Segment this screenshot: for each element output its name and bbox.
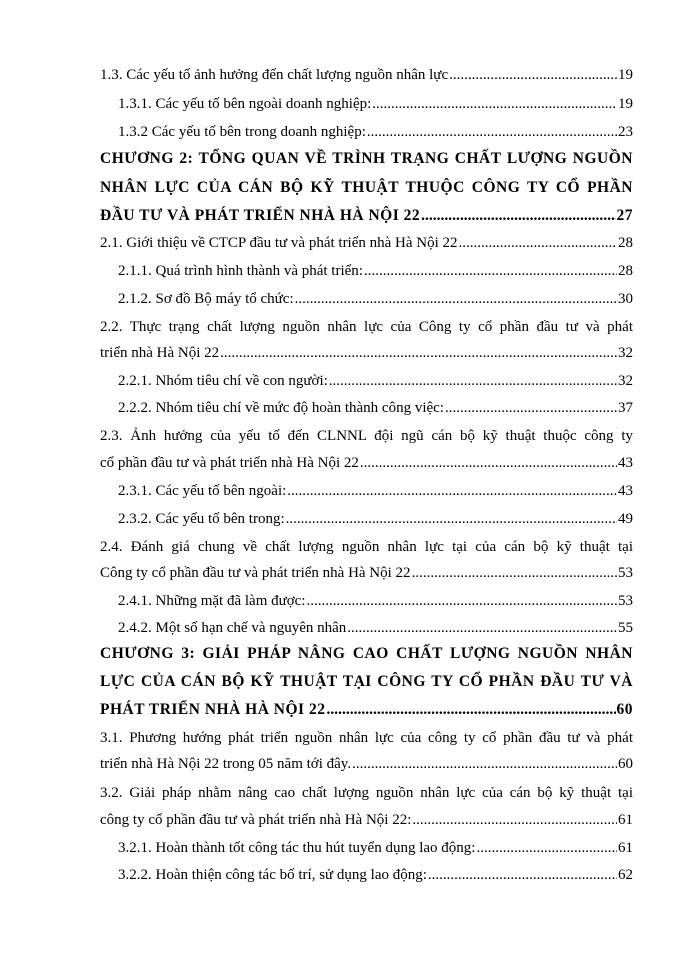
toc-entry-title: 2.2.2. Nhóm tiêu chí về mức độ hoàn thành công việc: [118,400,444,416]
leader-dots [367,122,617,142]
leader-dots [449,65,617,85]
toc-entry-3-1-line-2[interactable] [100,754,633,774]
leader-dots [360,453,617,473]
leader-dots [347,618,617,638]
chapter-title-line: LỰC CỦA CÁN BỘ KỸ THUẬT TẠI CÔNG TY CỔ PHẦN ĐẦU TƯ VÀ [100,673,633,690]
toc-entry-title-line: 2.2. Thực trạng chất lượng nguồn nhân lực của Công ty cổ phần đầu tư và phát [100,319,633,335]
chapter-title-line: NHÂN LỰC CỦA CÁN BỘ KỸ THUẬT THUỘC CÔNG TY CỔ PHẦN [100,179,633,196]
toc-entry-3-1[interactable] [100,728,633,748]
leader-dots [372,94,617,114]
toc-entry-title: 2.4.1. Những mặt đã làm được: [118,593,306,609]
leader-dots [428,865,617,885]
leader-dots [329,371,617,391]
toc-entry-title: 2.3.1. Các yếu tố bên ngoài: [118,483,287,499]
toc-entry-2-2-1[interactable] [118,371,633,391]
toc-entry-title: 2.1.2. Sơ đồ Bộ máy tổ chức: [118,291,294,307]
toc-page-number: 49 [618,511,633,527]
toc-chapter-3[interactable] [100,644,633,664]
toc-chapter-2[interactable] [100,149,633,169]
toc-entry-1-3-2[interactable] [118,122,633,142]
leader-dots [220,343,617,363]
leader-dots [307,591,618,611]
leader-dots [295,289,617,309]
toc-entry-1-3[interactable] [100,65,633,85]
toc-entry-title-line: 3.1. Phương hướng phát triển nguồn nhân lực của công ty cổ phần đầu tư và phát [100,730,633,746]
toc-entry-2-2[interactable] [100,317,633,337]
leader-dots [326,700,615,720]
chapter-title-line: ĐẦU TƯ VÀ PHÁT TRIỂN NHÀ HÀ NỘI 22 [100,207,421,224]
toc-entry-title-line: 2.3. Ảnh hưởng của yếu tố đến CLNNL đội ngũ cán bộ kỹ thuật thuộc công ty [100,428,633,444]
toc-entry-title: 2.2.1. Nhóm tiêu chí về con người: [118,373,328,389]
toc-entry-2-1-2[interactable] [118,289,633,309]
toc-page-number: 53 [618,565,633,581]
toc-entry-title: 2.4.2. Một số hạn chế và nguyên nhân [118,620,347,636]
toc-entry-title: 3.2.2. Hoàn thiện công tác bố trí, sử dụng lao động: [118,867,427,883]
leader-dots [412,810,617,830]
toc-page-number: 19 [618,67,633,83]
toc-page-number: 23 [618,124,633,140]
toc-chapter-3-line-2[interactable] [100,672,633,692]
toc-entry-2-4-line-2[interactable] [100,563,633,583]
toc-entry-title-line: 3.2. Giải pháp nhằm nâng cao chất lượng nguồn nhân lực của cán bộ kỹ thuật tại [100,785,633,801]
toc-entry-title: 3.2.1. Hoàn thành tốt công tác thu hút tuyển dụng lao động: [118,840,476,856]
toc-entry-title-line: triển nhà Hà Nội 22 [100,345,220,361]
toc-page-number: 28 [618,235,633,251]
toc-page-number: 60 [618,756,633,772]
toc-page-number: 28 [618,263,633,279]
chapter-title-line: CHƯƠNG 3: GIẢI PHÁP NÂNG CAO CHẤT LƯỢNG NGUỒN NHÂN [100,645,633,662]
toc-entry-3-2[interactable] [100,783,633,803]
toc-entry-title-line: cổ phần đầu tư và phát triển nhà Hà Nội 22 [100,455,359,471]
toc-entry-title: 2.1. Giới thiệu về CTCP đầu tư và phát triển nhà Hà Nội 22 [100,235,458,251]
toc-entry-title: 1.3.2 Các yếu tố bên trong doanh nghiệp: [118,124,366,140]
toc-entry-1-3-1[interactable] [118,94,633,114]
toc-entry-2-4-2[interactable] [118,618,633,638]
toc-entry-title: 2.3.2. Các yếu tố bên trong: [118,511,285,527]
toc-page-number: 32 [618,345,633,361]
toc-page-number: 55 [618,620,633,636]
toc-entry-2-3-line-2[interactable] [100,453,633,473]
toc-entry-2-4-1[interactable] [118,591,633,611]
toc-entry-title-line: Công ty cổ phần đầu tư và phát triển nhà Hà Nội 22 [100,565,411,581]
toc-page-number: 37 [618,400,633,416]
toc-entry-2-2-2[interactable] [118,398,633,418]
leader-dots [287,481,617,501]
toc-entry-title: 1.3. Các yếu tố ảnh hưởng đến chất lượng nguồn nhân lực [100,67,449,83]
toc-page-number: 61 [618,840,633,856]
toc-page-number: 62 [618,867,633,883]
toc-entry-2-2-line-2[interactable] [100,343,633,363]
toc-entry-title-line: triển nhà Hà Nội 22 trong 05 năm tới đây. [100,756,352,772]
leader-dots [459,233,617,253]
leader-dots [412,563,617,583]
toc-entry-2-4[interactable] [100,537,633,557]
toc-page-number: 43 [618,483,633,499]
toc-entry-2-3[interactable] [100,426,633,446]
leader-dots [352,754,617,774]
toc-page-number: 32 [618,373,633,389]
toc-entry-3-2-line-2[interactable] [100,810,633,830]
toc-entry-2-3-1[interactable] [118,481,633,501]
leader-dots [445,398,617,418]
toc-chapter-3-line-3[interactable] [100,700,633,720]
leader-dots [364,261,617,281]
toc-page-number: 19 [618,96,633,112]
toc-chapter-2-line-3[interactable] [100,206,633,226]
toc-entry-title: 2.1.1. Quá trình hình thành và phát triển: [118,263,363,279]
leader-dots [421,206,615,226]
toc-entry-3-2-1[interactable] [118,838,633,858]
toc-chapter-2-line-2[interactable] [100,178,633,198]
toc-entry-title-line: công ty cổ phần đầu tư và phát triển nhà Hà Nội 22: [100,812,412,828]
toc-entry-3-2-2[interactable] [118,865,633,885]
chapter-title-line: PHÁT TRIỂN NHÀ HÀ NỘI 22 [100,701,326,718]
toc-entry-2-1-1[interactable] [118,261,633,281]
leader-dots [476,838,617,858]
toc-page-number: 43 [618,455,633,471]
toc-page-number: 30 [618,291,633,307]
toc-page-number: 53 [618,593,633,609]
chapter-title-line: CHƯƠNG 2: TỔNG QUAN VỀ TRÌNH TRẠNG CHẤT LƯỢNG NGUỒN [100,150,633,167]
toc-page-number: 27 [616,207,633,224]
toc-entry-title: 1.3.1. Các yếu tố bên ngoài doanh nghiệp: [118,96,372,112]
toc-page-number: 61 [618,812,633,828]
leader-dots [286,509,617,529]
toc-entry-2-3-2[interactable] [118,509,633,529]
toc-entry-title-line: 2.4. Đánh giá chung về chất lượng nguồn nhân lực tại của cán bộ kỹ thuật tại [100,539,633,555]
toc-entry-2-1[interactable] [100,233,633,253]
toc-page-number: 60 [616,701,633,718]
